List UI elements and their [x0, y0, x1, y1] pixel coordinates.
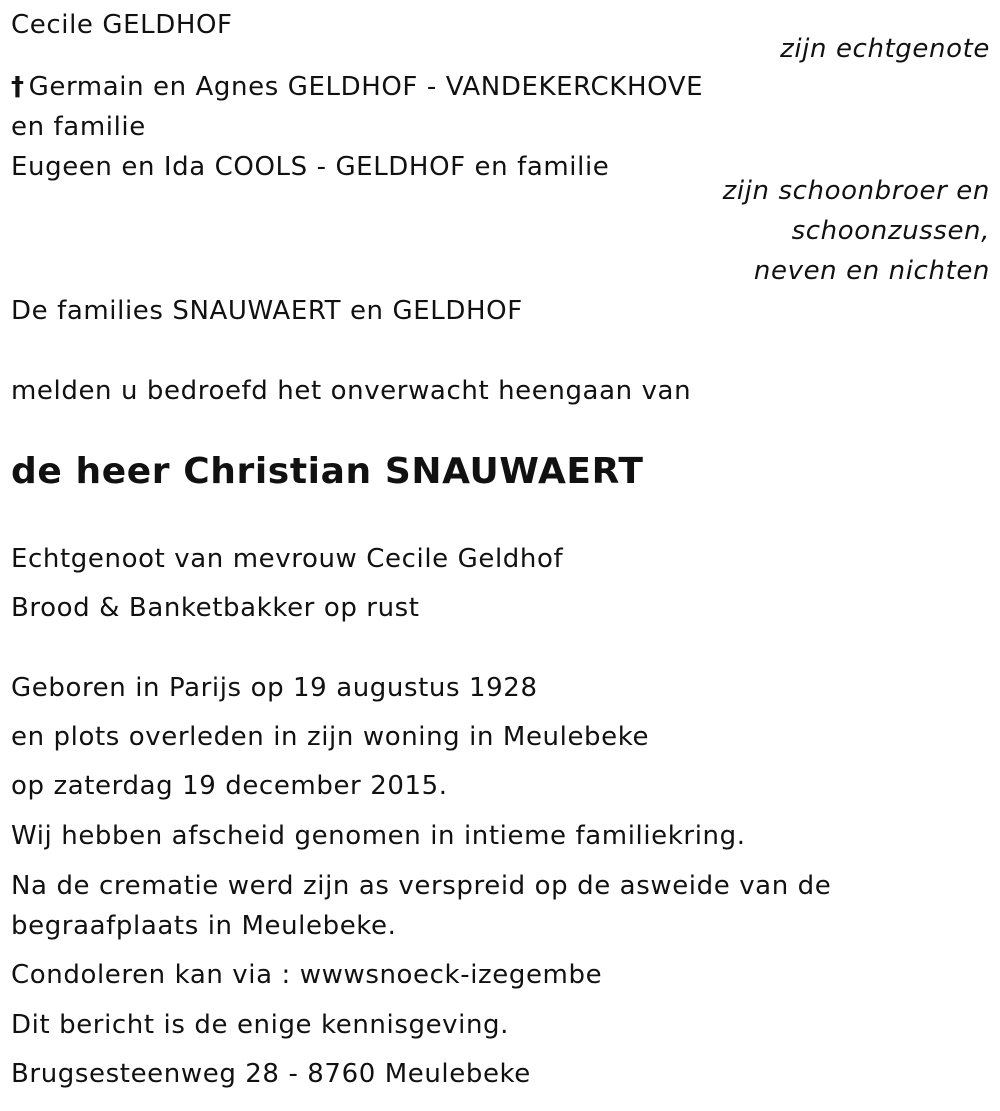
address-line: Brugsesteenweg 28 - 8760 Meulebeke — [11, 1059, 531, 1089]
spouse-role: zijn echtgenote — [780, 34, 990, 64]
date-line: op zaterdag 19 december 2015. — [11, 771, 448, 801]
family-spouse: Cecile GELDHOF — [11, 10, 233, 40]
deceased-name: de heer Christian SNAUWAERT — [11, 451, 644, 492]
spouse-of: Echtgenoot van mevrouw Cecile Geldhof — [11, 544, 564, 574]
parents-names: Germain en Agnes GELDHOF - VANDEKERCKHOVE — [28, 72, 704, 102]
family-line-en-familie: en familie — [11, 112, 146, 142]
role-in-laws-3: neven en nichten — [753, 256, 990, 286]
born-line: Geboren in Parijs op 19 augustus 1928 — [11, 673, 538, 703]
farewell-line: Wij hebben afscheid genomen in intieme familiekring. — [11, 821, 746, 851]
profession: Brood & Banketbakker op rust — [11, 593, 420, 623]
family-line-parents — [11, 72, 703, 103]
cremation-line-2: begraafplaats in Meulebeke. — [11, 911, 397, 941]
role-in-laws-1: zijn schoonbroer en — [722, 176, 990, 206]
notice-line: Dit bericht is de enige kennisgeving. — [11, 1010, 510, 1040]
role-in-laws-2: schoonzussen, — [791, 216, 990, 246]
family-line-cools: Eugeen en Ida COOLS - GELDHOF en familie — [11, 152, 610, 182]
announcement: melden u bedroefd het onverwacht heengaan van — [11, 376, 692, 406]
cremation-line-1: Na de crematie werd zijn as verspreid op de asweide van de — [11, 871, 832, 901]
condolences-line: Condoleren kan via : wwwsnoeck-izegembe — [11, 960, 603, 990]
families-line: De families SNAUWAERT en GELDHOF — [11, 296, 523, 326]
died-line: en plots overleden in zijn woning in Meulebeke — [11, 722, 650, 752]
cross-icon: † — [11, 72, 25, 102]
